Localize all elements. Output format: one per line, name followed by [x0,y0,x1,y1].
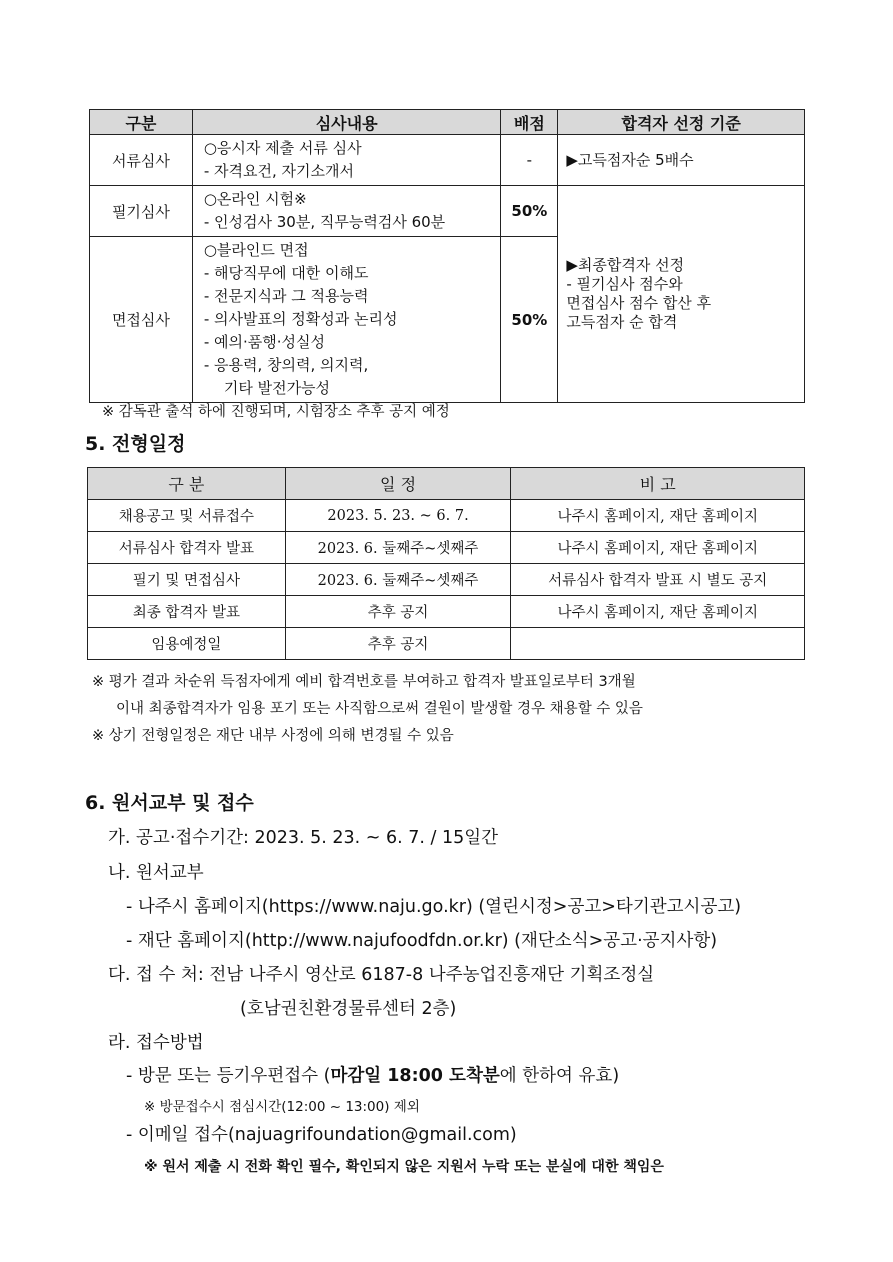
application-period: 가. 공고·접수기간: 2023. 5. 23. ~ 6. 7. / 15일간 [108,828,499,848]
category-cell: 서류심사 [90,135,193,186]
email-line: - 이메일 접수(najuagrifoundation@gmail.com) [126,1125,517,1145]
table-row [88,564,805,596]
content-line: - 예의·품행·성실성 [203,333,325,351]
schedule-category: 최종 합격자 발표 [88,596,286,628]
criteria-line: - 필기심사 점수와 [566,275,683,293]
exam-note: ※ 감독관 출석 하에 진행되며, 시험장소 추후 공지 예정 [102,404,450,420]
table-header-row [90,110,805,135]
reception-place: 다. 접 수 처: 전남 나주시 영산로 6187-8 나주농업진흥재단 기획조정실 [108,965,655,985]
content-line: - 해당직무에 대한 이해도 [203,264,369,282]
table-row [90,135,805,186]
content-cell [192,135,501,186]
content-line: 기타 발전가능성 [223,379,331,397]
application-form-heading: 나. 원서교부 [108,863,204,883]
schedule-category: 필기 및 면접심사 [88,564,286,596]
category-cell: 면접심사 [90,237,193,403]
visit-mail-text: - 방문 또는 등기우편접수 ( [126,1066,331,1086]
criteria-line: 고득점자 순 합격 [566,313,678,331]
content-line: ○온라인 시험※ [203,190,307,208]
schedule-date: 2023. 5. 23. ~ 6. 7. [285,500,511,532]
submission-warning: ※ 원서 제출 시 전화 확인 필수, 확인되지 않은 지원서 누락 또는 분실에 대한 책임은 [144,1159,664,1175]
schedule-remark: 나주시 홈페이지, 재단 홈페이지 [511,532,805,564]
header-schedule: 일 정 [285,468,511,500]
schedule-category: 임용예정일 [88,628,286,660]
score-cell: 50% [501,186,558,237]
header-remarks: 비 고 [511,468,805,500]
schedule-note-cont: 이내 최종합격자가 임용 포기 또는 사직함으로써 결원이 발생할 경우 채용할 수 있음 [116,701,643,717]
content-line: ○블라인드 면접 [203,241,309,259]
criteria-line: 면접심사 점수 합산 후 [566,294,712,312]
header-score: 배점 [501,110,558,135]
evaluation-table [89,109,805,403]
section-5-title: 5. 전형일정 [85,433,186,455]
table-header-row [88,468,805,500]
table-row [88,596,805,628]
criteria-line: ▶최종합격자 선정 [566,256,685,274]
schedule-date: 추후 공지 [285,628,511,660]
reception-method-heading: 라. 접수방법 [108,1033,204,1053]
score-cell: - [501,135,558,186]
visit-mail-tail: 에 한하여 유효) [499,1066,620,1086]
criteria-cell: ▶고득점자순 5배수 [558,135,805,186]
header-content: 심사내용 [192,110,501,135]
schedule-date: 2023. 6. 둘째주~셋째주 [285,564,511,596]
criteria-cell-merged [558,186,805,403]
header-category: 구분 [90,110,193,135]
table-row [88,532,805,564]
content-line: - 의사발표의 정확성과 논리성 [203,310,398,328]
schedule-date: 2023. 6. 둘째주~셋째주 [285,532,511,564]
visit-mail-line [126,1062,619,1087]
schedule-category: 채용공고 및 서류접수 [88,500,286,532]
schedule-date: 추후 공지 [285,596,511,628]
foundation-homepage-line: - 재단 홈페이지(http://www.najufoodfdn.or.kr) (재단소식>공고·공지사항) [126,931,718,951]
schedule-table [87,467,805,660]
content-cell [192,186,501,237]
content-line: - 인성검사 30분, 직무능력검사 60분 [203,213,446,231]
score-cell: 50% [501,237,558,403]
content-line: - 응용력, 창의력, 의지력, [203,356,369,374]
content-line: ○응시자 제출 서류 심사 [203,139,362,157]
content-line: - 전문지식과 그 적용능력 [203,287,369,305]
lunch-note: ※ 방문접수시 점심시간(12:00 ~ 13:00) 제외 [144,1099,420,1115]
category-cell: 필기심사 [90,186,193,237]
deadline-text: 마감일 18:00 도착분 [330,1066,500,1086]
reception-place-detail: (호남권친환경물류센터 2층) [240,999,457,1019]
table-row [88,500,805,532]
content-cell [192,237,501,403]
schedule-note: ※ 평가 결과 차순위 득점자에게 예비 합격번호를 부여하고 합격자 발표일로부터 3개월 [92,674,636,690]
table-row [88,628,805,660]
header-criteria: 합격자 선정 기준 [558,110,805,135]
schedule-category: 서류심사 합격자 발표 [88,532,286,564]
schedule-change-note: ※ 상기 전형일정은 재단 내부 사정에 의해 변경될 수 있음 [92,728,454,744]
header-category: 구 분 [88,468,286,500]
section-6-title: 6. 원서교부 및 접수 [85,792,254,814]
schedule-remark: 나주시 홈페이지, 재단 홈페이지 [511,500,805,532]
naju-homepage-line: - 나주시 홈페이지(https://www.naju.go.kr) (열린시정>공고>타기관고시공고) [126,897,742,917]
schedule-remark: 서류심사 합격자 발표 시 별도 공지 [511,564,805,596]
schedule-remark [511,628,805,660]
table-row [90,186,805,237]
content-line: - 자격요건, 자기소개서 [203,162,354,180]
schedule-remark: 나주시 홈페이지, 재단 홈페이지 [511,596,805,628]
